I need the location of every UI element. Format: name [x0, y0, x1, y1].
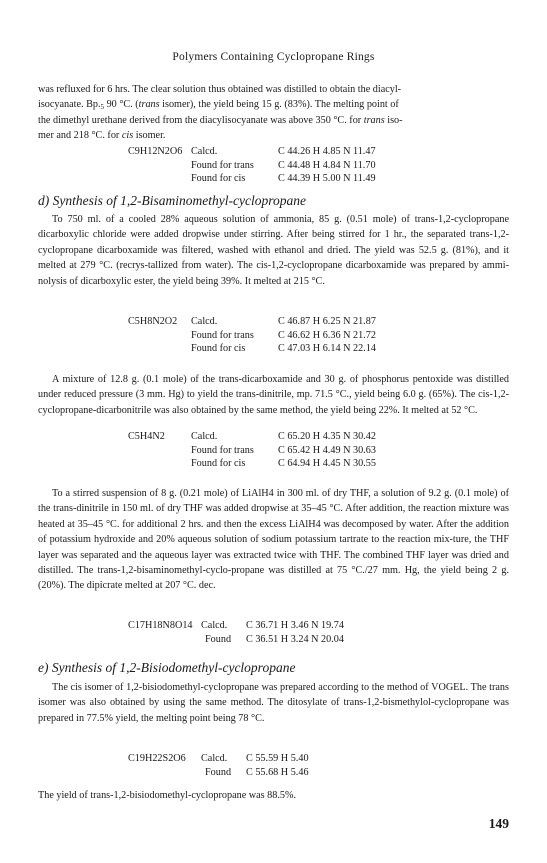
formula: C17H18N8O14 [128, 620, 193, 631]
paragraph-dicarboxamide: To 750 ml. of a cooled 28% aqueous solution of ammonia, 85 g. (0.51 mole) of trans-1,2-cyclopropane dicarboxylic chloride were added dropwise under stirring. After being stirred for 1 hr., the separated trans-1,2-cyclopropane dicarboxamide was filtered, washed with ethanol and dried. The yield was 52.5 g. (81%), and it melted at 279 °C. (recrys-tallized from water). The cis-1,2-cyclopropane dicarboxamide was prepared by ammi-nolysis of dicarboxylic ester, the yield being 39%. It melted at 215 °C. [38, 214, 509, 287]
paragraph-dinitrile: A mixture of 12.8 g. (0.1 mole) of the trans-dicarboxamide and 30 g. of phosphorus pentoxide was distilled under reduced pressure (3 mm. Hg) to yield the trans-dinitrile, mp. 71.5 °C., yield being 6.0 g. (65%). The cis-1,2-cyclopropane-dicarbonitrile was also obtained by the same method, the yield being 22%. It melted at 52 °C. [38, 374, 509, 416]
formula: C19H22S2O6 [128, 753, 186, 764]
elemental-analysis-4: C17H18N8O14 Calcd. C 36.71 H 3.46 N 19.74 Found C 36.51 H 3.24 N 20.04 [128, 620, 344, 645]
page-number: 149 [488, 816, 509, 831]
section-heading-d: d) Synthesis of 1,2-Bisaminomethyl-cyclopropane [38, 193, 306, 208]
section-heading-e: e) Synthesis of 1,2-Bisiodomethyl-cyclopropane [38, 660, 296, 675]
elemental-analysis-5: C19H22S2O6 Calcd. C 55.59 H 5.40 Found C 55.68 H 5.46 [128, 753, 309, 778]
formula: C5H4N2 [128, 431, 165, 442]
elemental-analysis-1: C9H12N2O6 Calcd. C 44.26 H 4.85 N 11.47 Found for trans C 44.48 H 4.84 N 11.70 Found for cis C 44.39 H 5.00 N 11.49 [128, 146, 376, 185]
paragraph-bisiodomethyl: The cis isomer of 1,2-bisiodomethyl-cyclopropane was prepared according to the method of VOGEL. The trans isomer was also obtained by using the same method. The ditosylate of trans-1,2-bismethylol-cyclopropane was prepared in 77.5% yield, the melting point being 78 °C. [38, 682, 509, 724]
running-header: Polymers Containing Cyclopropane Rings [172, 51, 375, 63]
elemental-analysis-2: C5H8N2O2 Calcd. C 46.87 H 6.25 N 21.87 Found for trans C 46.62 H 6.36 N 21.72 Found for cis C 47.03 H 6.14 N 22.14 [128, 316, 376, 355]
formula: C5H8N2O2 [128, 316, 178, 327]
paragraph-diacylisocyanate: was refluxed for 6 hrs. The clear solution thus obtained was distilled to obtain the diacyl- isocyanate. $Bp._5$ 90 °C. (trans isomer), the yield being 15 g. (83%). The melting point of the dimethyl urethane derived from the diacylisocyanate was above 350 °C. for trans iso- mer and 218 °C. for cis isomer. [38, 84, 403, 142]
paragraph-yield: The yield of trans-1,2-bisiodomethyl-cyclopropane was 88.5%. [38, 790, 297, 801]
formula: C9H12N2O6 [128, 146, 183, 157]
elemental-analysis-3: C5H4N2 Calcd. C 65.20 H 4.35 N 30.42 Found for trans C 65.42 H 4.49 N 30.63 Found for cis C 64.94 H 4.45 N 30.55 [128, 431, 376, 470]
paragraph-reduction: To a stirred suspension of 8 g. (0.21 mole) of LiAlH4 in 300 ml. of dry THF, a solution of 9.2 g. (0.1 mole) of the trans-dinitrile in 150 ml. of dry THF was added dropwise at 35–45 °C. After addition, the reaction mixture was heated at 35–45 °C. for additional 2 hrs. and then the excess LiAlH4 was decomposed by water. After the addition of potassium hydroxide and 20% aqueous solution of sodium potassium tartrate to the reaction mix-ture, the THF layer was separated and the aqueous layer was extracted twice with THF. The combined THF layer was dried and distilled. The trans-1,2-bisaminomethyl-cyclo-propane was distilled at 75 °C./27 mm. Hg, the yield being 2 g. (20%). The dipicrate melted at 207 °C. dec. [38, 488, 509, 592]
